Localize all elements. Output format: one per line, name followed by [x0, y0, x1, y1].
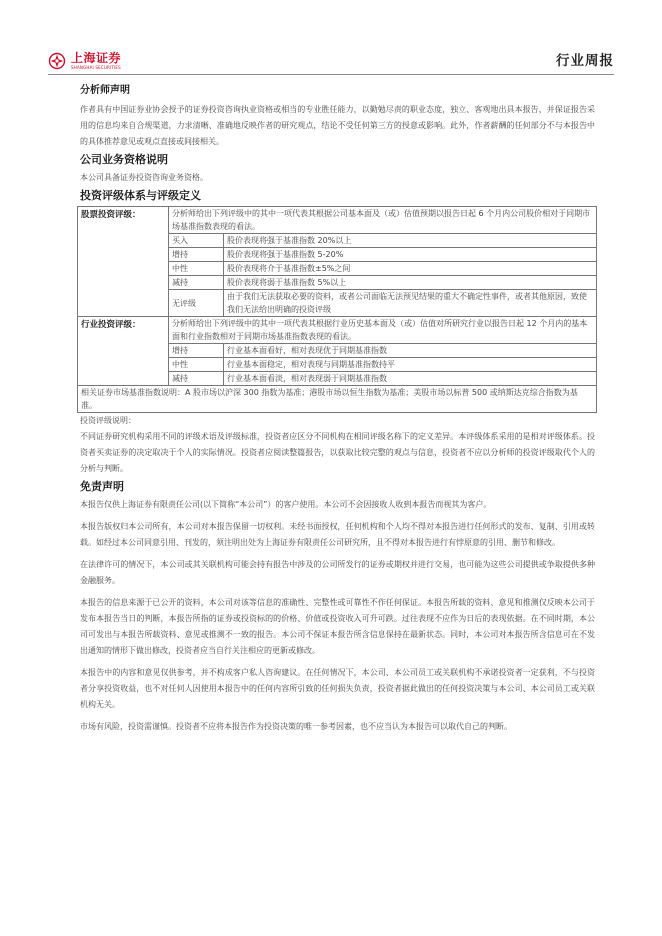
- qualification-text: 本公司具备证券投资咨询业务资格。: [80, 173, 208, 182]
- rating-name: 增持: [169, 248, 224, 262]
- header-divider: [48, 74, 614, 75]
- rating-explanation-text: 不同证券研究机构采用不同的评级术语及评级标准，投资者应区分不同机构在相同评级名称下的定义差异。本评级体系采用的是相对评级体系。投资者买卖证券的决定取决于个人的实际情况。投资者应阅读整篇报告，以获取比较完整的观点与信息，投资者不应以分析师的投资评级取代个人的分析与判断。: [80, 432, 595, 473]
- rating-definition-table: [77, 206, 597, 413]
- disclaimer-paragraph: 市场有风险，投资需谨慎。投资者不应将本报告作为投资决策的唯一参考因素，也不应当认为本报告可以取代自己的判断。: [80, 722, 512, 731]
- benchmark-index-note: 相关证券市场基准指数说明：A 股市场以沪深 300 指数为基准；港股市场以恒生指数为基准；美股市场以标普 500 或纳斯达克综合指数为基准。: [78, 386, 597, 413]
- rating-name: 增持: [169, 344, 224, 358]
- report-type-title: 行业周报: [556, 53, 614, 69]
- rating-name: 减持: [169, 372, 224, 386]
- disclaimer-paragraph: 在法律许可的情况下，本公司或其关联机构可能会持有报告中涉及的公司所发行的证券或期权并进行交易，也可能为这些公司提供或争取提供多种金融服务。: [80, 560, 595, 585]
- company-logo: [48, 52, 121, 70]
- rating-definition: 股价表现将介于基准指数±5%之间: [224, 262, 597, 276]
- table-row: [78, 317, 597, 344]
- rating-name: 中性: [169, 358, 224, 372]
- rating-name: 中性: [169, 262, 224, 276]
- rating-definition: 行业基本面看好，相对表现优于同期基准指数: [224, 344, 597, 358]
- rating-explanation-label: 投资评级说明：: [80, 416, 136, 425]
- analyst-statement-text: 作者具有中国证券业协会授予的证券投资咨询执业资格或相当的专业胜任能力，以勤勉尽责的职业态度，独立、客观地出具本报告，并保证报告采用的信息均来自合规渠道，力求清晰、准确地反映作者的研究观点，结论不受任何第三方的授意或影响。此外，作者薪酬的任何部分不与本报告中的具体推荐意见或观点直接或间接相关。: [80, 105, 595, 146]
- document-body: [80, 84, 595, 735]
- rating-definition: 行业基本面看淡，相对表现弱于同期基准指数: [224, 372, 597, 386]
- disclaimer-paragraph: 本报告的信息来源于已公开的资料，本公司对该等信息的准确性、完整性或可靠性不作任何保证。本报告所载的资料、意见和推测仅反映本公司于发布本报告当日的判断，本报告所指的证券或投资标的的价格、价值或投资收入可升可跌。过往表现不应作为日后的表现依据。在不同时期，本公司可发出与本报告所载资料、意见或推测不一致的报告。本公司不保证本报告所含信息保持在最新状态。同时，本公司对本报告所含信息可在不发出通知的情形下做出修改，投资者应当自行关注相应的更新或修改。: [80, 598, 595, 655]
- qualification-heading: 公司业务资格说明: [80, 153, 168, 166]
- rating-name: 买入: [169, 234, 224, 248]
- rating-system-heading: 投资评级体系与评级定义: [80, 189, 201, 202]
- rating-definition: 行业基本面稳定，相对表现与同期基准指数持平: [224, 358, 597, 372]
- rating-definition: 股价表现将强于基准指数 5-20%: [224, 248, 597, 262]
- disclaimer-paragraph: 本报告版权归本公司所有，本公司对本报告保留一切权利。未经书面授权，任何机构和个人均不得对本报告进行任何形式的发布、复制、引用或转载。如经过本公司同意引用、刊发的，须注明出处为上海证券有限责任公司研究所，且不得对本报告进行有悖原意的引用、删节和修改。: [80, 522, 595, 547]
- table-row: [78, 386, 597, 413]
- disclaimer-paragraph: 本报告仅供上海证券有限责任公司(以下简称“本公司”）的客户使用。本公司不会因接收人收到本报告而视其为客户。: [80, 500, 492, 509]
- rating-name: 无评级: [169, 290, 224, 317]
- disclaimer-heading: 免责声明: [80, 480, 124, 493]
- rating-name: 减持: [169, 276, 224, 290]
- analyst-statement-heading: 分析师声明: [80, 85, 130, 96]
- rating-definition: 股价表现将强于基准指数 20%以上: [224, 234, 597, 248]
- page-header: [48, 44, 614, 74]
- disclaimer-paragraph: 本报告中的内容和意见仅供参考，并不构成客户私人咨询建议。在任何情况下，本公司、本公司员工或关联机构不承诺投资者一定获利，不与投资者分享投资收益，也不对任何人因使用本报告中的任何内容所引致的任何损失负责，投资者据此做出的任何投资决策与本公司、本公司员工或关联机构无关。: [80, 668, 595, 709]
- rating-definition: 由于我们无法获取必要的资料，或者公司面临无法预见结果的重大不确定性事件，或者其他原因，致使我们无法给出明确的投资评级: [224, 290, 597, 317]
- table-row: [78, 207, 597, 234]
- logo-chinese-name: 上海证券: [71, 51, 122, 65]
- shanghai-securities-logo-icon: [48, 52, 66, 70]
- rating-definition: 股价表现将弱于基准指数 5%以上: [224, 276, 597, 290]
- industry-rating-description: 分析师给出下列评级中的其中一项代表其根据行业历史基本面及（或）估值对所研究行业以报告日起 12 个月内的基本面和行业指数相对于同期市场基准指数表现的看法。: [169, 317, 597, 344]
- stock-rating-label: 股票投资评级：: [78, 207, 169, 317]
- logo-english-name: SHANGHAI SECURITIES: [71, 65, 121, 70]
- stock-rating-description: 分析师给出下列评级中的其中一项代表其根据公司基本面及（或）估值预期以报告日起 6 个月内公司股价相对于同期市场基准指数表现的看法。: [169, 207, 597, 234]
- industry-rating-label: 行业投资评级：: [78, 317, 169, 386]
